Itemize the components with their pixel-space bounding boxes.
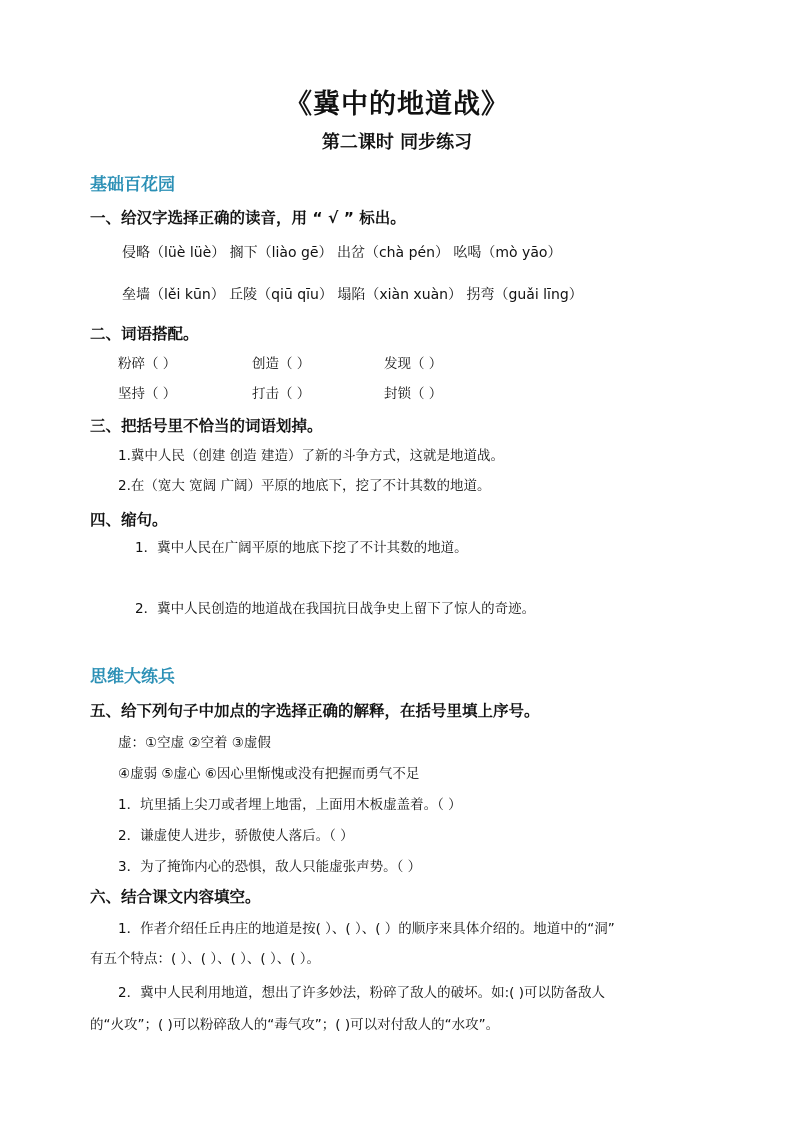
question-6-paragraph-2-line-2: 的“火攻”；( )可以粉碎敌人的“毒气攻”；( )可以对付敌人的“水攻”。 xyxy=(90,1017,500,1033)
page-title: 《冀中的地道战》 xyxy=(285,89,509,120)
question-5-heading: 五、给下列句子中加点的字选择正确的解释，在括号里填上序号。 xyxy=(90,702,540,720)
match-item: 创造（ ） xyxy=(252,356,311,372)
question-5-options-2: ④虚弱 ⑤虚心 ⑥因心里惭愧或没有把握而勇气不足 xyxy=(118,766,420,782)
question-4-heading: 四、缩句。 xyxy=(90,511,168,529)
question-4-sentence-1: 1．冀中人民在广阔平原的地底下挖了不计其数的地道。 xyxy=(135,540,468,556)
question-6-paragraph-2-line-1: 2．冀中人民利用地道，想出了许多妙法，粉碎了敌人的破坏。如:( )可以防备敌人 xyxy=(118,985,605,1001)
question-5-sentence-3: 3．为了掩饰内心的恐惧，敌人只能虚张声势。（ ） xyxy=(118,859,422,875)
question-6-heading: 六、结合课文内容填空。 xyxy=(90,888,261,906)
question-5-sentence-1: 1．坑里插上尖刀或者埋上地雷，上面用木板虚盖着。（ ） xyxy=(118,797,462,813)
question-6-paragraph-1-line-1: 1．作者介绍任丘冉庄的地道是按( ）、( ）、( ）的顺序来具体介绍的。地道中的“洞” xyxy=(118,921,615,937)
question-1-heading: 一、给汉字选择正确的读音，用 “ √ ” 标出。 xyxy=(90,209,406,227)
question-5-sentence-2: 2．谦虚使人进步，骄傲使人落后。（ ） xyxy=(118,828,354,844)
question-6-paragraph-1-line-2: 有五个特点：( ）、( ）、( ）、( ）、( ）。 xyxy=(90,951,321,967)
section-heading-basic: 基础百花园 xyxy=(90,175,175,195)
question-3-sentence-1: 1.冀中人民（创建 创造 建造）了新的斗争方式，这就是地道战。 xyxy=(118,448,504,464)
section-heading-thinking: 思维大练兵 xyxy=(90,667,175,687)
page-subtitle: 第二课时 同步练习 xyxy=(321,132,473,153)
match-item: 坚持（ ） xyxy=(118,386,177,402)
match-item: 封锁（ ） xyxy=(384,386,443,402)
question-1-row-1: 侵略（lüè lüè） 搁下（liào gē） 出岔（chà pén） 吆喝（mò yāo） xyxy=(122,245,562,261)
match-item: 发现（ ） xyxy=(384,356,443,372)
question-4-sentence-2: 2．冀中人民创造的地道战在我国抗日战争史上留下了惊人的奇迹。 xyxy=(135,601,536,617)
question-5-options-1: 虚：①空虚 ②空着 ③虚假 xyxy=(118,735,271,751)
question-3-sentence-2: 2.在（宽大 宽阔 广阔）平原的地底下，挖了不计其数的地道。 xyxy=(118,478,491,494)
question-1-row-2: 垒墙（lěi kūn） 丘陵（qiū qīu） 塌陷（xiàn xuàn） 拐弯（guǎi līng） xyxy=(122,287,583,303)
question-3-heading: 三、把括号里不恰当的词语划掉。 xyxy=(90,417,323,435)
match-item: 粉碎（ ） xyxy=(118,356,177,372)
match-item: 打击（ ） xyxy=(252,386,311,402)
question-2-heading: 二、词语搭配。 xyxy=(90,325,199,343)
